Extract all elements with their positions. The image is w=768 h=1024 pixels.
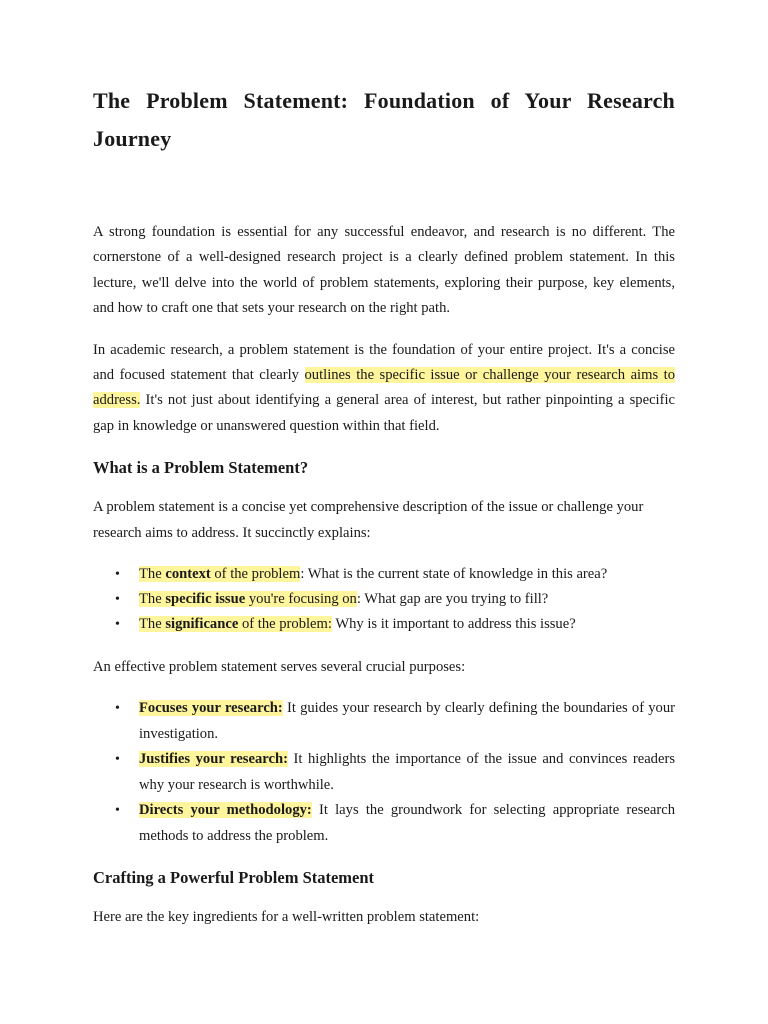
document-title: The Problem Statement: Foundation of Your Research Journey (93, 88, 675, 151)
list-item (93, 696, 675, 747)
item-highlight: The context of the problem (139, 566, 301, 583)
list-item (93, 587, 675, 612)
item-text: Why is it important to address this issue? (331, 616, 576, 633)
purpose-text: It lays the groundwork for selecting appropriate research methods to address the problem. (139, 802, 675, 844)
list-item (93, 747, 675, 798)
item-text: : What gap are you trying to fill? (356, 591, 549, 608)
purpose-label: Focuses your research: (139, 700, 283, 717)
list-item (93, 798, 675, 849)
explains-list (93, 562, 675, 637)
purpose-text: It highlights the importance of the issue and convinces readers why your research is worthwhile. (139, 751, 675, 793)
list-item (93, 562, 675, 587)
purposes-list (93, 696, 675, 848)
definition-text-after: It's not just about identifying a general area of interest, but rather pinpointing a specific gap in knowledge or unanswered question within that field. (93, 392, 675, 434)
list-item (93, 612, 675, 637)
definition-text-before: In academic research, a problem statement is the foundation of your entire project. It's a concise and focused statement that clearly (93, 341, 675, 384)
item-highlight: The significance of the problem: (139, 616, 332, 633)
purposes-intro: An effective problem statement serves several crucial purposes: (93, 659, 466, 676)
item-highlight: The specific issue you're focusing on (139, 591, 357, 608)
bullet-icon: • (115, 592, 120, 608)
section-heading-what-is: What is a Problem Statement? (93, 458, 309, 478)
what-is-intro: A problem statement is a concise yet comprehensive description of the issue or challenge your research aims to address. It succinctly explains: (93, 499, 644, 541)
crafting-intro: Here are the key ingredients for a well-written problem statement: (93, 908, 480, 925)
bullet-icon: • (115, 701, 120, 717)
document-page (93, 82, 675, 946)
section-heading-crafting: Crafting a Powerful Problem Statement (93, 867, 375, 887)
item-text: : What is the current state of knowledge in this area? (300, 566, 608, 583)
bullet-icon: • (115, 617, 120, 633)
bullet-icon: • (115, 567, 120, 583)
intro-paragraph: A strong foundation is essential for any successful endeavor, and research is no different. The cornerstone of a well-designed research project is a clearly defined problem statement. In this lecture, we'll delve into the world of problem statements, exploring their purpose, key elements, and how to craft one that sets your research on the right path. (93, 224, 675, 317)
definition-paragraph (93, 338, 675, 440)
bullet-icon: • (115, 803, 120, 819)
purpose-text: It guides your research by clearly defining the boundaries of your investigation. (139, 700, 675, 742)
purpose-label: Directs your methodology: (139, 802, 312, 819)
bullet-icon: • (115, 752, 120, 768)
purpose-label: Justifies your research: (139, 751, 288, 768)
definition-highlight: outlines the specific issue or challenge your research aims to address. (93, 367, 675, 409)
